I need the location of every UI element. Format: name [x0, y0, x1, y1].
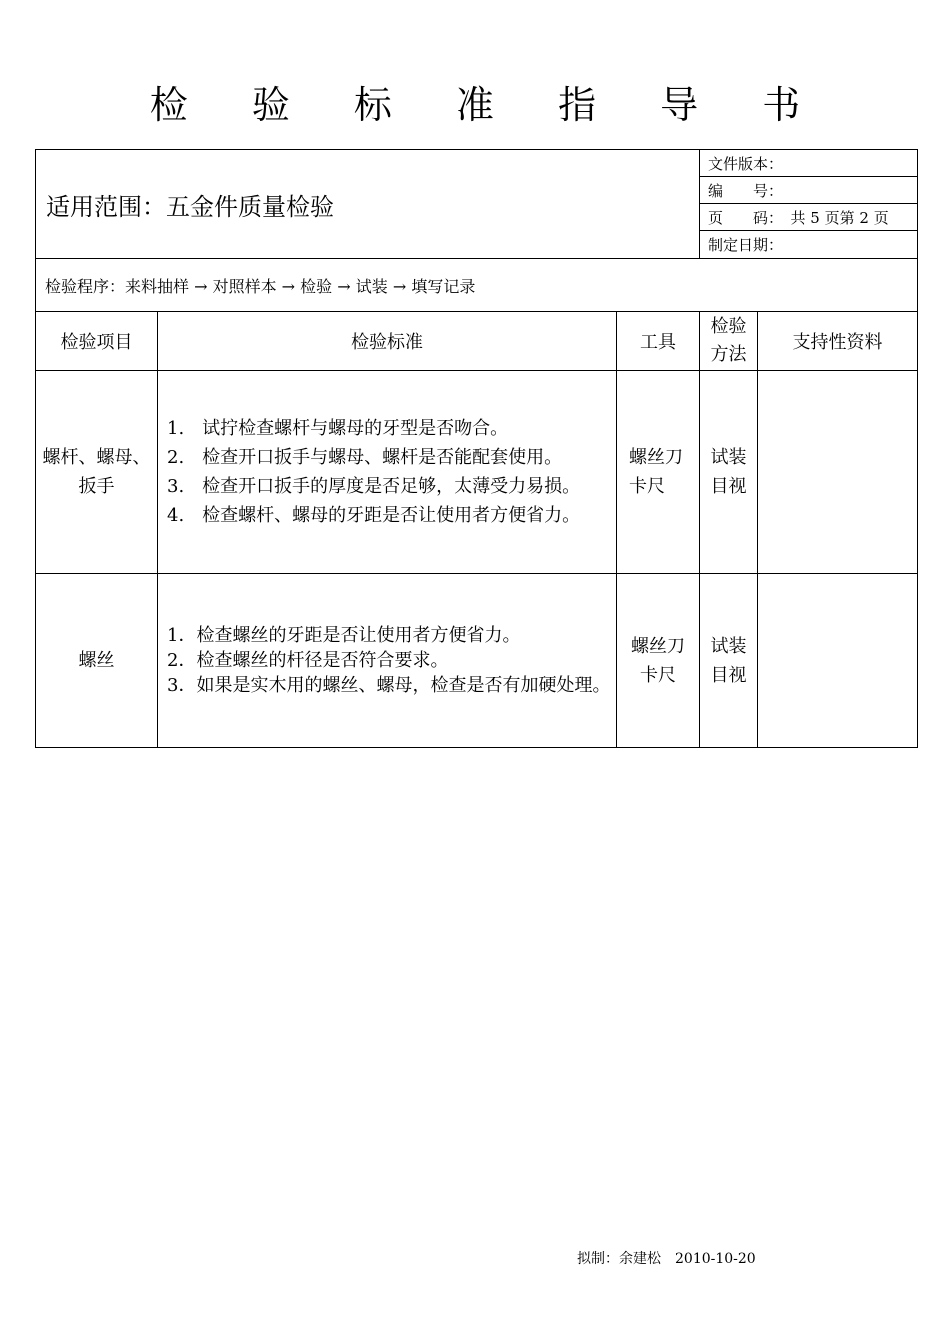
row1-standards [158, 371, 617, 574]
version-field: 文件版本： [700, 150, 917, 177]
header-standard: 检验标准 [158, 312, 617, 371]
row1-tool-text: 螺丝刀卡尺 [629, 447, 684, 497]
number-field: 编 号： [700, 177, 917, 204]
list-item: 3. 检查开口扳手的厚度是否足够，太薄受力易损。 [167, 476, 581, 497]
row1-method-text: 试装目视 [710, 447, 747, 497]
page-field: 页 码： 共 5 页第 2 页 [700, 204, 917, 231]
header-method [700, 312, 758, 371]
row2-item: 螺丝 [36, 574, 158, 748]
header-method-text: 检验方法 [710, 316, 747, 365]
procedure-text: 检验程序：来料抽样 → 对照样本 → 检验 → 试装 → 填写记录 [36, 259, 918, 312]
scope-text: 适用范围：五金件质量检验 [36, 150, 700, 259]
row1-item [36, 371, 158, 574]
date-field: 制定日期： [708, 235, 784, 254]
header-row [36, 312, 918, 371]
row2-tool [617, 574, 700, 748]
row1-tool [617, 371, 700, 574]
table-row [36, 574, 918, 748]
list-item: 4. 检查螺杆、螺母的牙距是否让使用者方便省力。 [167, 505, 581, 526]
table-row [36, 371, 918, 574]
list-item: 1. 试拧检查螺杆与螺母的牙型是否吻合。 [167, 418, 509, 439]
meta-block [700, 150, 918, 259]
inspection-table [35, 149, 918, 748]
row2-tool-text: 螺丝刀卡尺 [631, 635, 686, 686]
row1-item-text: 螺杆、螺母、扳手 [42, 447, 151, 497]
header-item: 检验项目 [36, 312, 158, 371]
scope-row [36, 150, 918, 259]
header-tool: 工具 [617, 312, 700, 371]
procedure-row [36, 259, 918, 312]
row2-support [758, 574, 918, 748]
row2-method [700, 574, 758, 748]
list-item: 2．检查螺丝的杆径是否符合要求。 [167, 650, 449, 671]
row2-standards [158, 574, 617, 748]
row2-method-text: 试装目视 [710, 635, 747, 686]
list-item: 3．如果是实木用的螺丝、螺母，检查是否有加硬处理。 [167, 675, 611, 696]
document-title: 检 验 标 准 指 导 书 [149, 83, 827, 127]
row1-support [758, 371, 918, 574]
list-item: 1．检查螺丝的牙距是否让使用者方便省力。 [167, 625, 521, 646]
row1-method [700, 371, 758, 574]
list-item: 2. 检查开口扳手与螺母、螺杆是否能配套使用。 [167, 447, 563, 468]
author-footer: 拟制：余建松 2010-10-20 [577, 1251, 756, 1267]
header-support: 支持性资料 [758, 312, 918, 371]
